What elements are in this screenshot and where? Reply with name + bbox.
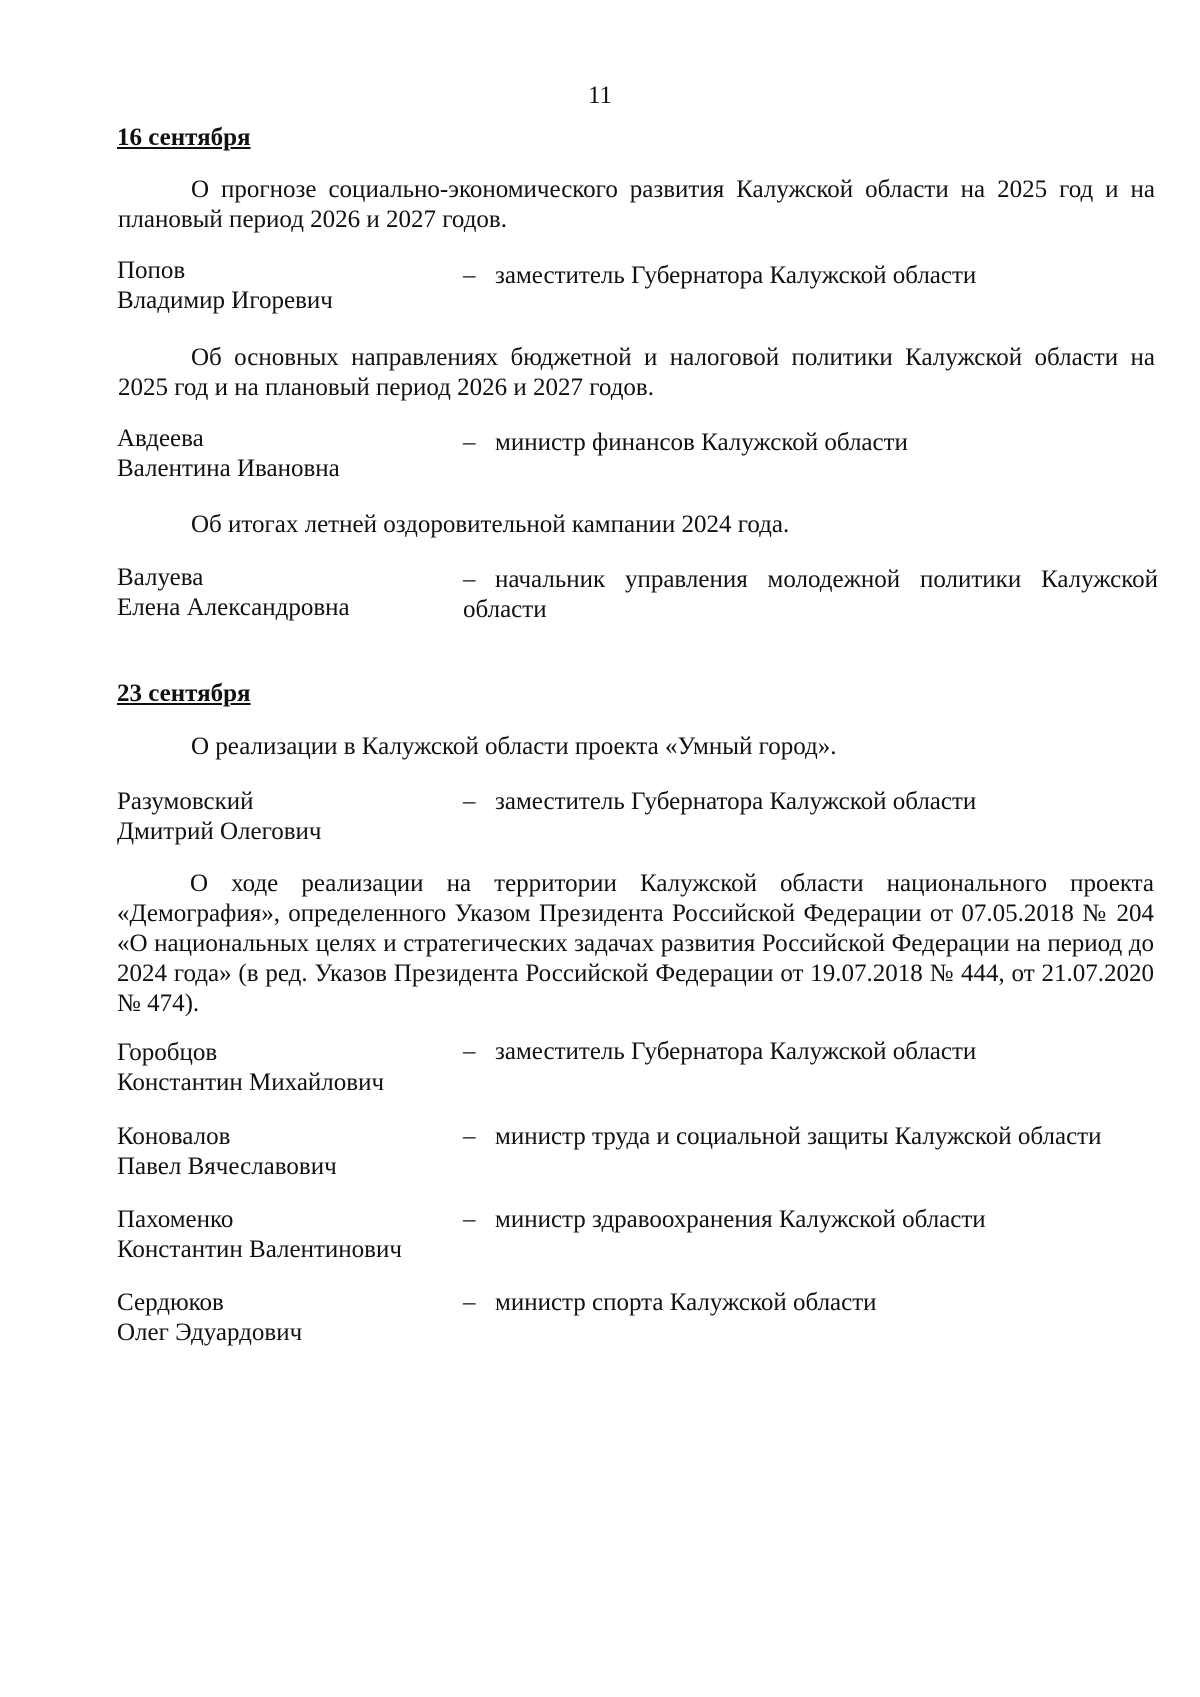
speaker-given-names: Дмитрий Олегович [117,818,322,845]
speaker-position: министр труда и социальной защиты Калужской области [495,1123,1102,1150]
speaker-position: заместитель Губернатора Калужской области [495,788,977,815]
speaker-name [117,787,322,847]
speaker-position: министр здравоохранения Калужской области [495,1206,986,1233]
speaker-given-names: Павел Вячеславович [117,1153,337,1180]
speaker-given-names: Олег Эдуардович [117,1319,303,1346]
section-date: 23 сентября [117,680,251,707]
speaker-position: начальник управления молодежной политики Калужской области [463,566,1158,623]
speaker-role [463,787,1163,817]
dash: – [463,1206,476,1233]
speaker-role [463,1205,1163,1235]
speaker-position: заместитель Губернатора Калужской области [495,262,977,289]
speaker-name [117,1205,402,1265]
page-number: 11 [587,82,613,109]
speaker-given-names: Константин Михайлович [117,1069,385,1096]
speaker-surname: Горобцов [117,1039,218,1066]
dash: – [463,429,476,456]
speaker-role [463,565,1158,625]
agenda-item-topic: Об итогах летней оздоровительной кампании 2024 года. [191,511,790,538]
speaker-given-names: Константин Валентинович [117,1236,402,1263]
speaker-name [117,1288,302,1348]
speaker-name [117,424,340,484]
dash: – [463,1123,476,1150]
speaker-surname: Валуева [117,564,204,591]
speaker-name [117,1122,337,1182]
speaker-name [117,563,350,623]
dash: – [463,1289,476,1316]
dash: – [463,1038,476,1065]
agenda-item-topic: О ходе реализации на территории Калужской области национального проекта «Демография», определенного Указом Президента Российской Федерации от 07.05.2018 № 204 «О национальных целях и стратегических задачах развития Российской Федерации на период до 2024 года» (в ред. Указов Президента Российской Федерации от 19.07.2018 № 444, от 21.07.2020 № 474). [117,870,1154,1017]
speaker-position: министр спорта Калужской области [495,1289,877,1316]
speaker-position: заместитель Губернатора Калужской области [495,1038,977,1065]
speaker-role [463,261,1163,291]
speaker-position: министр финансов Калужской области [495,429,908,456]
speaker-surname: Разумовский [117,788,254,815]
dash: – [463,262,476,289]
section-date: 16 сентября [117,124,251,151]
speaker-given-names: Елена Александровна [117,594,350,621]
speaker-surname: Коновалов [117,1123,231,1150]
speaker-name [117,256,333,316]
speaker-given-names: Владимир Игоревич [117,287,333,314]
agenda-item-topic: О реализации в Калужской области проекта «Умный город». [191,733,837,760]
speaker-surname: Авдеева [117,425,204,452]
speaker-role [463,428,1163,458]
dash: – [463,788,476,815]
speaker-given-names: Валентина Ивановна [117,455,340,482]
agenda-item-topic: Об основных направлениях бюджетной и налоговой политики Калужской области на 2025 год и на плановый период 2026 и 2027 годов. [118,344,1155,401]
dash: – [463,566,476,593]
speaker-role [463,1288,1163,1318]
speaker-role [463,1037,1163,1067]
speaker-surname: Сердюков [117,1289,224,1316]
speaker-surname: Попов [117,257,186,284]
speaker-surname: Пахоменко [117,1206,234,1233]
agenda-item-topic: О прогнозе социально-экономического развития Калужской области на 2025 год и на плановый период 2026 и 2027 годов. [118,176,1155,233]
speaker-name [117,1038,384,1098]
speaker-role [463,1122,1163,1152]
